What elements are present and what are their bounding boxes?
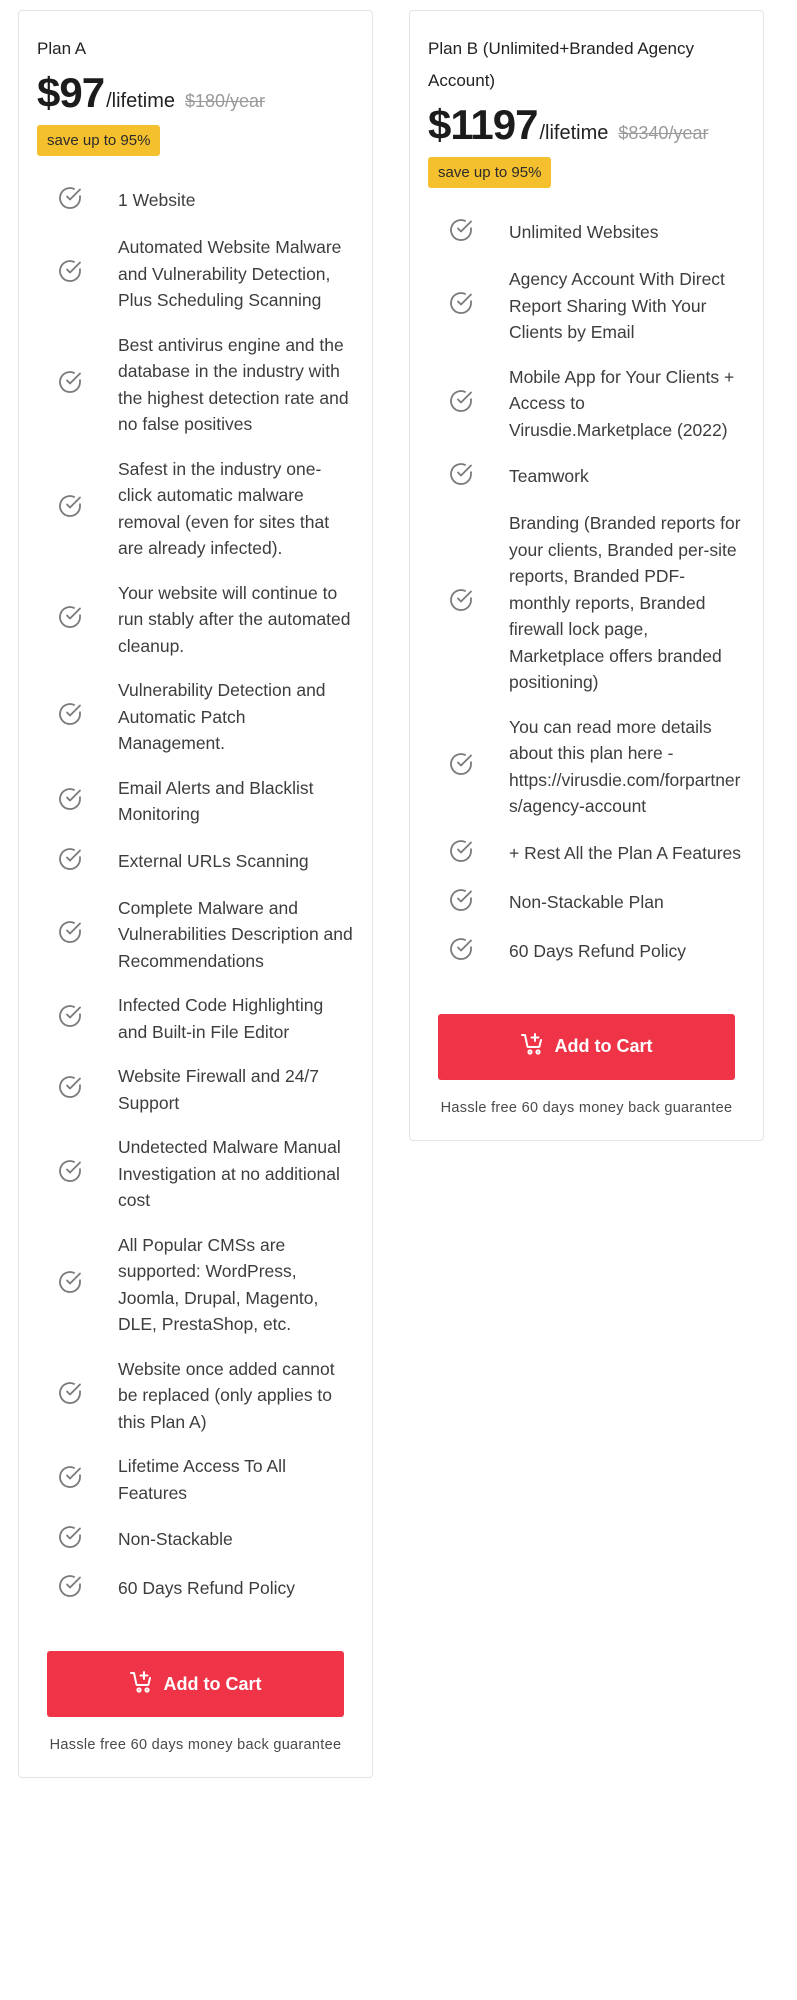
feature-text: Automated Website Malware and Vulnerability Detection, Plus Scheduling Scanning [118, 237, 342, 310]
check-circle-icon [37, 1464, 118, 1495]
check-circle-icon [428, 838, 509, 869]
feature-text: Agency Account With Direct Report Sharing With Your Clients by Email [509, 269, 725, 342]
feature-text: Lifetime Access To All Features [118, 1456, 286, 1503]
feature-text: Email Alerts and Blacklist Monitoring [118, 777, 314, 824]
check-circle-icon [37, 786, 118, 817]
feature-item [37, 176, 354, 225]
feature-text: Unlimited Websites [509, 222, 659, 243]
feature-text: Best antivirus engine and the database in the industry with the highest detection rate and no false positives [118, 334, 349, 434]
check-circle-icon [428, 936, 509, 967]
cart-plus-icon [521, 1032, 555, 1061]
guarantee-text: Hassle free 60 days money back guarantee [440, 1099, 733, 1116]
feature-item [37, 668, 354, 766]
add-to-cart-button[interactable] [47, 1651, 344, 1717]
check-circle-icon [428, 217, 509, 248]
feature-text: Mobile App for Your Clients + Access to Virusdie.Marketplace (2022) [509, 366, 735, 440]
check-circle-icon [37, 1158, 118, 1189]
feature-item [428, 257, 745, 355]
savings-badge: save up to 95% [428, 157, 551, 188]
plan-card-a [18, 10, 373, 1778]
feature-item [37, 1564, 354, 1613]
cart-plus-icon [130, 1670, 164, 1699]
check-circle-icon [37, 1003, 118, 1034]
feature-item [37, 1515, 354, 1564]
old-price: $180/year [184, 91, 266, 111]
feature-item [37, 571, 354, 669]
feature-item [428, 208, 745, 257]
feature-text: Complete Malware and Vulnerabilities Description and Recommendations [118, 897, 353, 971]
plan-price: $1197 [428, 101, 538, 148]
feature-text: 1 Website [118, 190, 196, 211]
feature-item [37, 1054, 354, 1125]
check-circle-icon [37, 604, 118, 635]
check-circle-icon [37, 846, 118, 877]
plan-card-b [409, 10, 764, 1141]
feature-text: Teamwork [509, 466, 589, 487]
check-circle-icon [37, 701, 118, 732]
feature-text: Non-Stackable Plan [509, 891, 664, 912]
check-circle-icon [37, 1380, 118, 1411]
feature-text: 60 Days Refund Policy [118, 1578, 296, 1599]
feature-text: Undetected Malware Manual Investigation at no additional cost [118, 1137, 341, 1210]
feature-item [37, 447, 354, 571]
add-to-cart-label: Add to Cart [554, 1036, 653, 1056]
check-circle-icon [37, 369, 118, 400]
check-circle-icon [428, 587, 509, 618]
plan-price: $97 [37, 69, 105, 116]
savings-badge: save up to 95% [37, 125, 160, 156]
check-circle-icon [428, 751, 509, 782]
check-circle-icon [428, 887, 509, 918]
feature-item [37, 225, 354, 323]
plan-title: Plan A [37, 39, 87, 58]
feature-item [428, 355, 745, 453]
plan-title: Plan B (Unlimited+Branded Agency Account) [428, 39, 695, 90]
feature-item [37, 766, 354, 837]
feature-text: Website Firewall and 24/7 Support [118, 1066, 320, 1113]
price-period: /lifetime [539, 122, 609, 144]
feature-text: Your website will continue to run stably after the automated cleanup. [118, 582, 351, 656]
check-circle-icon [37, 1524, 118, 1555]
feature-item [37, 837, 354, 886]
feature-text: All Popular CMSs are supported: WordPress, Joomla, Drupal, Magento, DLE, PrestaShop, etc. [118, 1234, 319, 1334]
check-circle-icon [37, 258, 118, 289]
price-row [37, 69, 354, 117]
feature-text: + Rest All the Plan A Features [509, 842, 742, 863]
feature-item [428, 452, 745, 501]
feature-item [428, 878, 745, 927]
check-circle-icon [37, 185, 118, 216]
old-price: $8340/year [618, 123, 709, 143]
check-circle-icon [37, 1573, 118, 1604]
add-to-cart-button[interactable] [438, 1014, 735, 1080]
feature-text: Infected Code Highlighting and Built-in File Editor [118, 995, 324, 1042]
feature-item [37, 1444, 354, 1515]
feature-text: You can read more details about this plan here - https://virusdie.com/forpartners/agency-account [509, 716, 741, 816]
feature-text: 60 Days Refund Policy [509, 940, 687, 961]
feature-item [37, 983, 354, 1054]
feature-text: Non-Stackable [118, 1529, 233, 1550]
check-circle-icon [37, 493, 118, 524]
feature-item [428, 501, 745, 705]
feature-item [37, 1125, 354, 1223]
guarantee-text: Hassle free 60 days money back guarantee [49, 1737, 342, 1753]
add-to-cart-label: Add to Cart [163, 1673, 262, 1694]
feature-item [428, 927, 745, 976]
feature-text: Vulnerability Detection and Automatic Patch Management. [118, 680, 326, 753]
check-circle-icon [428, 290, 509, 321]
feature-text: Branding (Branded reports for your clients, Branded per-site reports, Branded PDF-monthly reports, Branded firewall lock page, Marketplace offers branded positioning) [509, 513, 741, 692]
price-period: /lifetime [106, 90, 175, 112]
feature-item [37, 886, 354, 984]
feature-item [37, 1347, 354, 1445]
feature-text: External URLs Scanning [118, 850, 309, 871]
check-circle-icon [428, 461, 509, 492]
feature-item [428, 705, 745, 829]
feature-item [428, 829, 745, 878]
feature-item [37, 1223, 354, 1347]
feature-item [37, 323, 354, 447]
price-row [428, 101, 745, 149]
feature-text: Website once added cannot be replaced (only applies to this Plan A) [118, 1358, 335, 1432]
check-circle-icon [37, 1074, 118, 1105]
feature-list [428, 208, 745, 976]
check-circle-icon [37, 1269, 118, 1300]
feature-text: Safest in the industry one-click automatic malware removal (even for sites that are already infected). [118, 458, 330, 558]
check-circle-icon [428, 388, 509, 419]
feature-list [37, 176, 354, 1613]
check-circle-icon [37, 919, 118, 950]
